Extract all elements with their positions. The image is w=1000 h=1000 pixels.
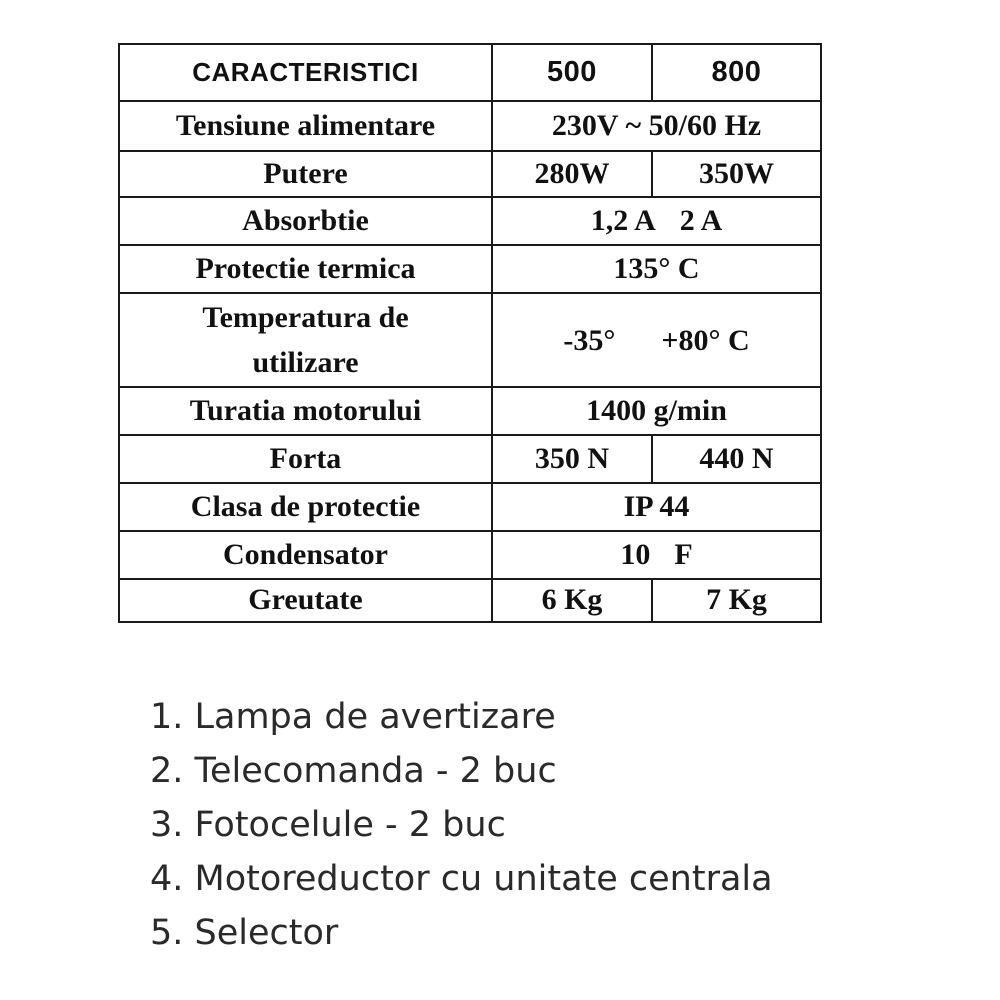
value-max: +80° C (661, 323, 750, 357)
value-800: 2 A (679, 203, 723, 237)
row-value (492, 197, 821, 245)
row-value-800: 7 Kg (652, 579, 821, 622)
row-value: 135° C (492, 245, 821, 293)
row-label: Clasa de protectie (119, 483, 492, 531)
row-label-line: Temperatura de (202, 301, 409, 334)
table-row (119, 435, 821, 483)
row-value-500: 6 Kg (492, 579, 652, 622)
row-label: Absorbtie (119, 197, 492, 245)
table-row (119, 293, 821, 387)
header-label-cell: CARACTERISTICI (119, 44, 492, 101)
table-header-row (119, 44, 821, 101)
header-model-500-cell: 500 (492, 44, 652, 101)
row-label: Protectie termica (119, 245, 492, 293)
value-min: -35° (563, 323, 616, 357)
row-value-500: 280W (492, 151, 652, 197)
row-label: Turatia motorului (119, 387, 492, 435)
row-label: Condensator (119, 531, 492, 579)
table-row (119, 245, 821, 293)
list-item: 1. Lampa de avertizare (150, 697, 556, 737)
list-item: 4. Motoreductor cu unitate centrala (150, 859, 773, 899)
row-label-line: utilizare (252, 346, 359, 379)
value-number: 10 (620, 537, 651, 571)
row-label: Tensiune alimentare (119, 101, 492, 151)
table-row (119, 483, 821, 531)
table-row (119, 531, 821, 579)
list-item: 2. Telecomanda - 2 buc (150, 751, 557, 791)
specifications-table (118, 43, 822, 623)
row-value: 230V ~ 50/60 Hz (492, 101, 821, 151)
row-value-800: 350W (652, 151, 821, 197)
table-row (119, 579, 821, 622)
row-label: Forta (119, 435, 492, 483)
list-item: 3. Fotocelule - 2 buc (150, 805, 506, 845)
header-model-800-cell: 800 (652, 44, 821, 101)
row-label: Greutate (119, 579, 492, 622)
table-row (119, 387, 821, 435)
value-500: 1,2 A (590, 203, 656, 237)
row-label: Putere (119, 151, 492, 197)
row-value: 1400 g/min (492, 387, 821, 435)
table-row (119, 101, 821, 151)
row-value-800: 440 N (652, 435, 821, 483)
list-item: 5. Selector (150, 913, 339, 953)
row-value (492, 293, 821, 387)
row-value: IP 44 (492, 483, 821, 531)
components-list (150, 690, 773, 960)
table-row (119, 197, 821, 245)
row-label (119, 293, 492, 387)
row-value-500: 350 N (492, 435, 652, 483)
value-unit: F (674, 537, 693, 571)
table-row (119, 151, 821, 197)
row-value (492, 531, 821, 579)
